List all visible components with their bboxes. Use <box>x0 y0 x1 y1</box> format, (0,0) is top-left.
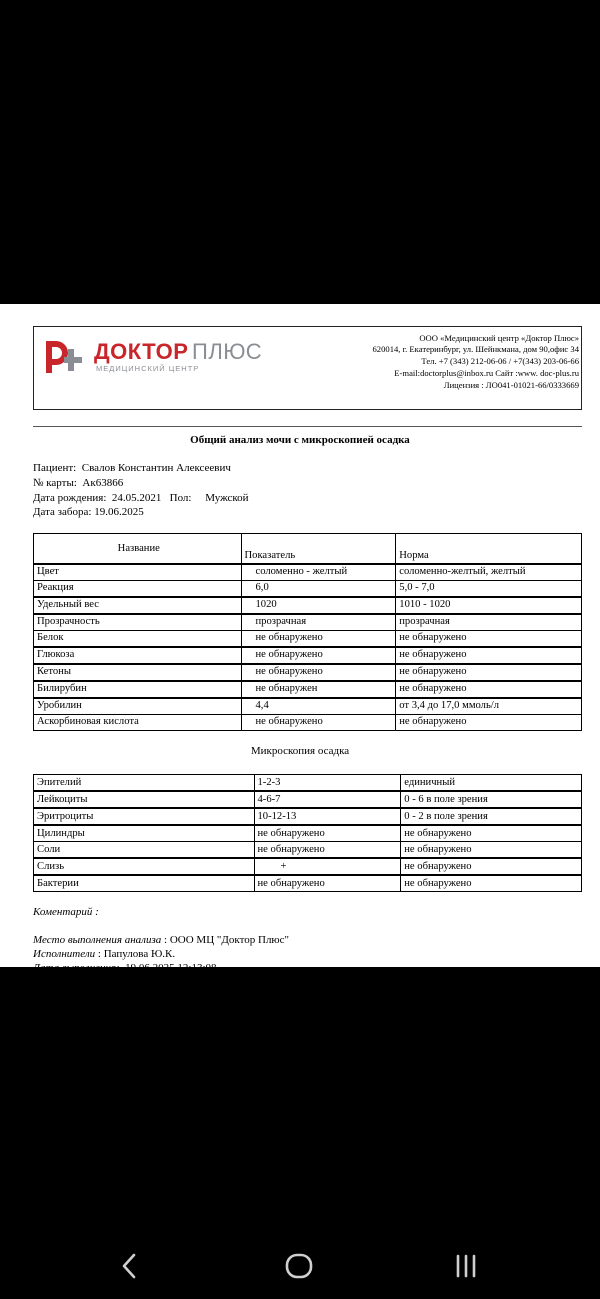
row-value: 1-2-3 <box>254 775 401 792</box>
column-header-norm: Норма <box>396 534 582 564</box>
row-norm: единичный <box>401 775 582 792</box>
clinic-name: ООО «Медицинский центр «Доктор Плюс» <box>419 333 579 343</box>
row-value: не обнаружено <box>241 647 396 664</box>
row-value: не обнаружено <box>254 875 401 892</box>
table-row <box>34 775 582 792</box>
row-value: 6,0 <box>241 580 396 597</box>
row-value: соломенно - желтый <box>241 564 396 581</box>
row-norm: не обнаружено <box>401 842 582 859</box>
row-name: Бактерии <box>34 875 255 892</box>
executors-line <box>33 948 175 960</box>
row-norm: не обнаружено <box>396 647 582 664</box>
table-row <box>34 825 582 842</box>
row-value: 4-6-7 <box>254 791 401 808</box>
brand-name-secondary: ПЛЮС <box>192 339 263 364</box>
row-norm: не обнаружено <box>401 858 582 875</box>
row-value: 1020 <box>241 597 396 614</box>
table-row <box>34 791 582 808</box>
row-norm: не обнаружено <box>396 630 582 647</box>
table-row <box>34 714 582 730</box>
table-row <box>34 614 582 631</box>
row-name: Цилиндры <box>34 825 255 842</box>
table-row <box>34 808 582 825</box>
birth-date: 24.05.2021 <box>111 492 162 504</box>
row-norm: не обнаружено <box>396 714 582 730</box>
table-row <box>34 858 582 875</box>
patient-name-line <box>33 462 231 474</box>
table-row <box>34 664 582 681</box>
row-norm: прозрачная <box>396 614 582 631</box>
analysis-table <box>33 533 582 731</box>
row-name: Аскорбиновая кислота <box>34 714 242 730</box>
lab-report-page <box>0 304 600 974</box>
patient-name: Свалов Константин Алексеевич <box>81 462 231 474</box>
row-norm: 5,0 - 7,0 <box>396 580 582 597</box>
row-name: Слизь <box>34 858 255 875</box>
row-name: Реакция <box>34 580 242 597</box>
sample-date-label: Дата забора: <box>33 506 92 518</box>
microscopy-table <box>33 774 582 892</box>
row-norm: от 3,4 до 17,0 ммоль/л <box>396 698 582 715</box>
row-name: Соли <box>34 842 255 859</box>
row-value: не обнаружено <box>254 842 401 859</box>
place-label: Место выполнения анализа <box>33 934 162 946</box>
table-row <box>34 580 582 597</box>
row-norm: 0 - 2 в поле зрения <box>401 808 582 825</box>
clinic-license: Лицензия : ЛО041-01021-66/0333669 <box>443 380 579 390</box>
row-value: 10-12-13 <box>254 808 401 825</box>
row-norm: 0 - 6 в поле зрения <box>401 791 582 808</box>
microscopy-section-title: Микроскопия осадка <box>250 745 350 757</box>
patient-sample-line <box>33 506 144 518</box>
table-row <box>34 647 582 664</box>
brand-subtitle: МЕДИЦИНСКИЙ ЦЕНТР <box>96 364 200 373</box>
date-value: 19.06.2025 12:13:08 <box>125 962 217 974</box>
row-value: не обнаружен <box>241 681 396 698</box>
table-row <box>34 842 582 859</box>
card-number: Ак63866 <box>82 477 124 489</box>
table-row <box>34 597 582 614</box>
patient-birth-line <box>33 492 249 504</box>
executors-value: : Папулова Ю.К. <box>97 948 176 960</box>
place-line <box>33 934 289 946</box>
clinic-address: 620014, г. Екатеринбург, ул. Шейнкмана, дом 90,офис 34 <box>372 344 579 354</box>
table-row <box>34 875 582 892</box>
back-icon[interactable] <box>118 1252 142 1280</box>
table-row <box>34 698 582 715</box>
sample-date: 19.06.2025 <box>94 506 144 518</box>
row-value: не обнаружено <box>241 630 396 647</box>
place-value: : ООО МЦ "Доктор Плюс" <box>164 934 290 946</box>
row-norm: не обнаружено <box>401 825 582 842</box>
doctor-plus-logo-icon <box>42 335 86 379</box>
row-name: Уробилин <box>34 698 242 715</box>
row-value: не обнаружено <box>241 714 396 730</box>
table-row <box>34 681 582 698</box>
row-value: не обнаружено <box>254 825 401 842</box>
header-divider <box>33 426 582 427</box>
row-name: Эпителий <box>34 775 255 792</box>
clinic-email-site: E-mail:doctorplus@inbox.ru Сайт :www. doc-plus.ru <box>394 368 579 378</box>
column-header-name: Название <box>34 534 242 564</box>
table-header-row <box>34 534 582 564</box>
row-name: Лейкоциты <box>34 791 255 808</box>
column-header-value: Показатель <box>241 534 396 564</box>
row-name: Белок <box>34 630 242 647</box>
row-name: Билирубин <box>34 681 242 698</box>
row-norm: не обнаружено <box>401 875 582 892</box>
comment-label: Коментарий : <box>33 906 99 918</box>
row-name: Глюкоза <box>34 647 242 664</box>
row-name: Эритроциты <box>34 808 255 825</box>
row-name: Кетоны <box>34 664 242 681</box>
patient-card-line <box>33 477 123 489</box>
birth-label: Дата рождения: <box>33 492 107 504</box>
card-label: № карты: <box>33 477 77 489</box>
row-value: + <box>254 858 401 875</box>
report-header <box>33 326 582 410</box>
report-title: Общий анализ мочи с микроскопией осадка <box>190 434 410 446</box>
home-icon[interactable] <box>284 1252 314 1280</box>
clinic-phones: Тел. +7 (343) 212-06-06 / +7(343) 203-06-66 <box>421 356 579 366</box>
row-value: 4,4 <box>241 698 396 715</box>
brand-name-primary: ДОКТОР <box>94 339 189 364</box>
table-row <box>34 630 582 647</box>
row-norm: соломенно-желтый, желтый <box>396 564 582 581</box>
patient-name-label: Пациент: <box>33 462 77 474</box>
date-label: Дата выполнения: <box>33 962 120 974</box>
row-name: Прозрачность <box>34 614 242 631</box>
row-norm: не обнаружено <box>396 681 582 698</box>
row-norm: не обнаружено <box>396 664 582 681</box>
row-name: Цвет <box>34 564 242 581</box>
date-line <box>33 962 217 974</box>
executors-label: Исполнители <box>33 948 96 960</box>
row-norm: 1010 - 1020 <box>396 597 582 614</box>
row-value: прозрачная <box>241 614 396 631</box>
recent-apps-icon[interactable] <box>452 1252 480 1280</box>
row-name: Удельный вес <box>34 597 242 614</box>
sex-label: Пол: <box>169 492 192 504</box>
row-value: не обнаружено <box>241 664 396 681</box>
sex-value: Мужской <box>205 492 249 504</box>
table-row <box>34 564 582 581</box>
